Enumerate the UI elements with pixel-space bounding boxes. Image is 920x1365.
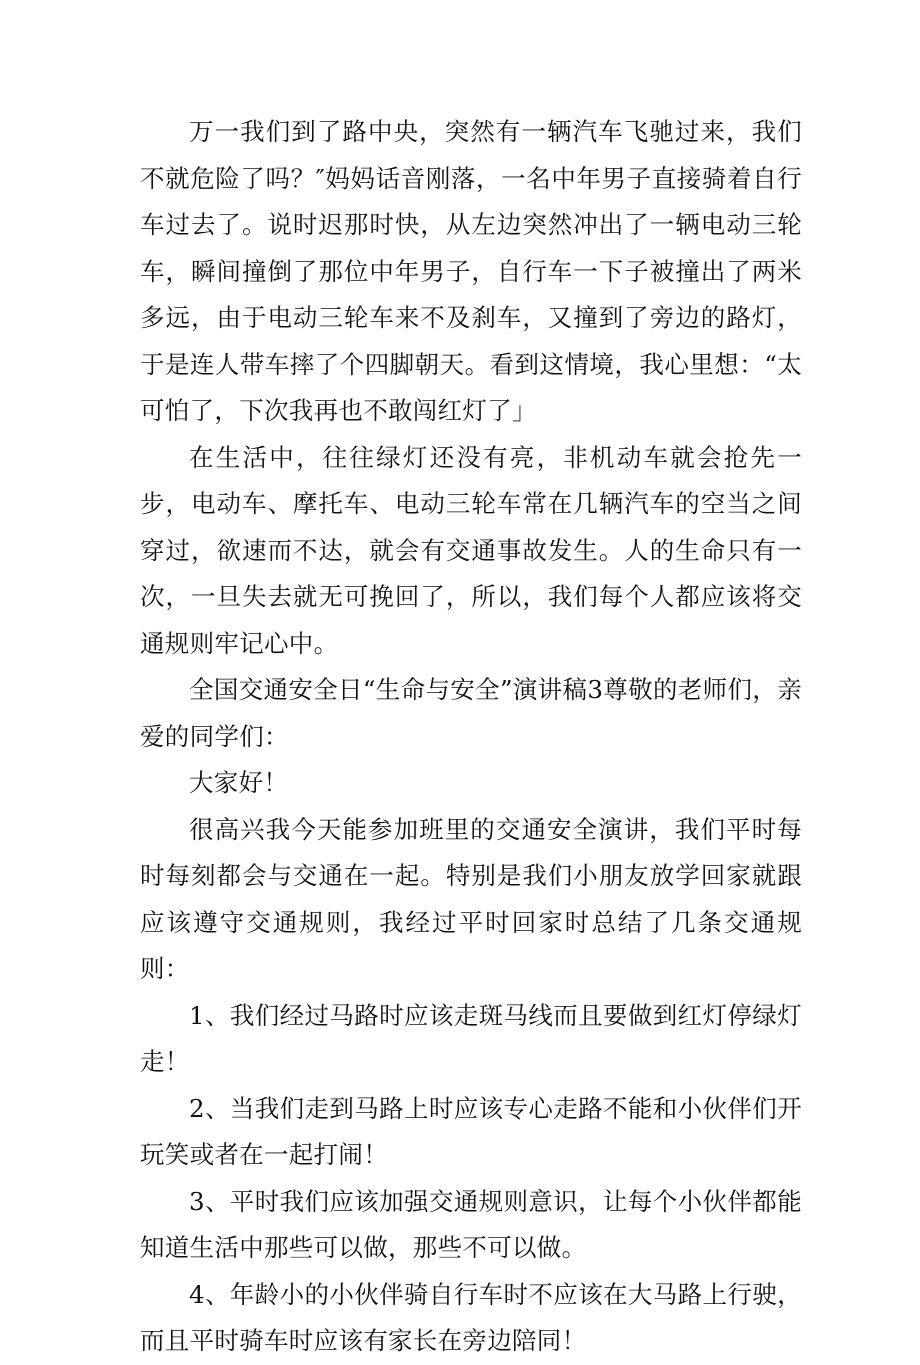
paragraph-intro: 很高兴我今天能参加班里的交通安全演讲，我们平时每时每刻都会与交通在一起。特别是我们小朋友放学回家就跟应该遵守交通规则，我经过平时回家时总结了几条交通规则：	[140, 814, 802, 983]
paragraph-rule-4: 4、年龄小的小伙伴骑自行车时不应该在大马路上行驶，而且平时骑车时应该有家长在旁边陪同！	[140, 1279, 802, 1355]
paragraph-greeting: 大家好！	[189, 768, 289, 797]
document-body	[140, 109, 802, 1365]
paragraph-story-continuation: 万一我们到了路中央，突然有一辆汽车飞驰过来，我们不就危险了吗？″妈妈话音刚落，一名中年男子直接骑着自行车过去了。说时迟那时快，从左边突然冲出了一辆电动三轮车，瞬间撞倒了那位中年男子，自行车一下子被撞出了两米多远，由于电动三轮车来不及刹车，又撞到了旁边的路灯，于是连人带车摔了个四脚朝天。看到这情境，我心里想：“太可怕了，下次我再也不敢闯红灯了」	[140, 117, 802, 425]
paragraph-daily-life: 在生活中，往往绿灯还没有亮，非机动车就会抢先一步，电动车、摩托车、电动三轮车常在几辆汽车的空当之间穿过，欲速而不达，就会有交通事故发生。人的生命只有一次，一旦失去就无可挽回了，所以，我们每个人都应该将交通规则牢记心中。	[140, 442, 802, 658]
paragraph-speech-title: 全国交通安全日“生命与安全”演讲稿3尊敬的老师们，亲爱的同学们：	[140, 675, 802, 751]
paragraph-rule-2: 2、当我们走到马路上时应该专心走路不能和小伙伴们开玩笑或者在一起打闹！	[140, 1093, 802, 1169]
paragraph-rule-1: 1、我们经过马路时应该走斑马线而且要做到红灯停绿灯走！	[140, 1000, 802, 1076]
paragraph-rule-3: 3、平时我们应该加强交通规则意识，让每个小伙伴都能知道生活中那些可以做，那些不可以做。	[140, 1186, 802, 1262]
